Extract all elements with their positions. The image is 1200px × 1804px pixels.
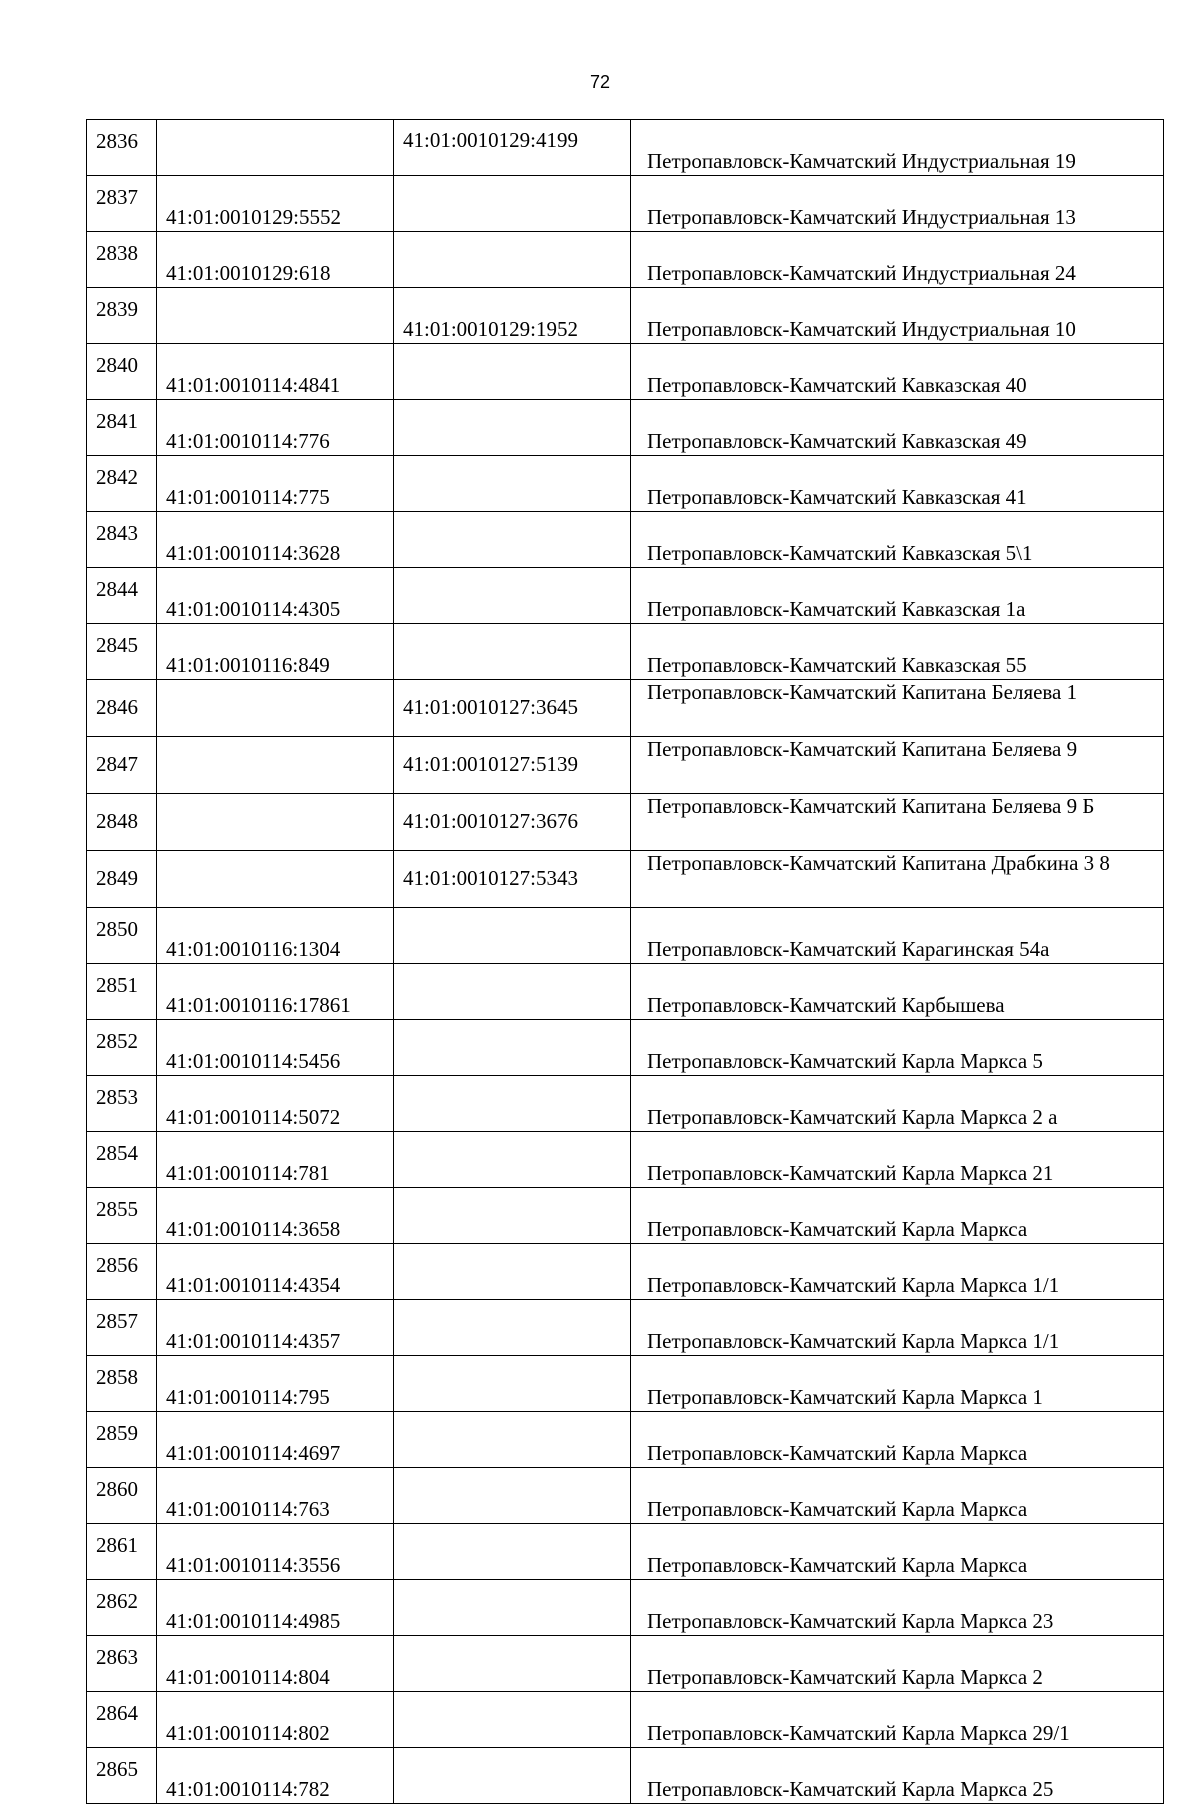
row-number-cell: 2852 (87, 1020, 157, 1076)
table-row (87, 1412, 1164, 1468)
address-text: Петропавловск-Камчатский Индустриальная 24 (647, 261, 1076, 286)
address-cell (631, 1300, 1164, 1356)
row-number-cell: 2858 (87, 1356, 157, 1412)
cadastral-number-b-cell (394, 1692, 631, 1748)
table-row (87, 400, 1164, 456)
cadastral-number-b-cell: 41:01:0010127:3645 (394, 680, 631, 737)
address-cell (631, 1132, 1164, 1188)
table-row (87, 1020, 1164, 1076)
table-row (87, 624, 1164, 680)
table-row (87, 1524, 1164, 1580)
address-cell (631, 176, 1164, 232)
table-row (87, 568, 1164, 624)
cadastral-number-a-cell: 41:01:0010114:4354 (157, 1244, 394, 1300)
row-number-cell: 2839 (87, 288, 157, 344)
address-cell (631, 120, 1164, 176)
address-text: Петропавловск-Камчатский Карла Маркса 21 (647, 1161, 1054, 1186)
cadastral-number-b-cell: 41:01:0010129:1952 (394, 288, 631, 344)
cadastral-number-b-cell (394, 1188, 631, 1244)
cadastral-number-a-cell (157, 737, 394, 794)
address-cell (631, 1356, 1164, 1412)
address-text: Петропавловск-Камчатский Карла Маркса 1/1 (647, 1329, 1060, 1354)
cadastral-number-b-cell (394, 964, 631, 1020)
table-row (87, 851, 1164, 908)
address-text: Петропавловск-Камчатский Капитана Беляева 9 (647, 737, 1078, 761)
page-number: 72 (589, 72, 611, 92)
cadastral-number-a-cell: 41:01:0010114:4841 (157, 344, 394, 400)
address-cell (631, 1188, 1164, 1244)
row-number-cell: 2840 (87, 344, 157, 400)
address-text: Петропавловск-Камчатский Индустриальная 19 (647, 149, 1076, 174)
cadastral-number-b-cell (394, 344, 631, 400)
cadastral-number-a-cell: 41:01:0010114:3658 (157, 1188, 394, 1244)
address-cell (631, 456, 1164, 512)
address-text: Петропавловск-Камчатский Карла Маркса 2 (647, 1665, 1043, 1690)
address-text: Петропавловск-Камчатский Карла Маркса (647, 1553, 1028, 1578)
table-row (87, 680, 1164, 737)
cadastral-number-b-cell (394, 1300, 631, 1356)
address-text: Петропавловск-Камчатский Кавказская 49 (647, 429, 1027, 454)
cadastral-number-a-cell: 41:01:0010114:4697 (157, 1412, 394, 1468)
cadastral-number-a-cell: 41:01:0010129:618 (157, 232, 394, 288)
table-row (87, 1188, 1164, 1244)
address-cell (631, 288, 1164, 344)
cadastral-number-a-cell: 41:01:0010116:1304 (157, 908, 394, 964)
cadastral-number-b-cell (394, 1076, 631, 1132)
address-cell (631, 1692, 1164, 1748)
cadastral-number-a-cell (157, 120, 394, 176)
table-row (87, 120, 1164, 176)
cadastral-number-a-cell (157, 288, 394, 344)
cadastral-number-b-cell (394, 1356, 631, 1412)
row-number-cell: 2853 (87, 1076, 157, 1132)
address-text: Петропавловск-Камчатский Кавказская 40 (647, 373, 1027, 398)
row-number-cell: 2836 (87, 120, 157, 176)
address-text: Петропавловск-Камчатский Карла Маркса (647, 1497, 1028, 1522)
address-cell (631, 1580, 1164, 1636)
address-cell (631, 908, 1164, 964)
cadastral-number-a-cell: 41:01:0010114:782 (157, 1748, 394, 1804)
cadastral-number-b-cell (394, 1412, 631, 1468)
cadastral-number-b-cell (394, 1580, 631, 1636)
table-row (87, 1468, 1164, 1524)
address-text: Петропавловск-Камчатский Карла Маркса 23 (647, 1609, 1054, 1634)
row-number-cell: 2861 (87, 1524, 157, 1580)
table-row (87, 176, 1164, 232)
address-cell (631, 1636, 1164, 1692)
cadastral-number-a-cell: 41:01:0010114:3556 (157, 1524, 394, 1580)
cadastral-number-b-cell (394, 908, 631, 964)
cadastral-number-b-cell (394, 568, 631, 624)
address-text: Петропавловск-Камчатский Индустриальная 13 (647, 205, 1076, 230)
address-cell (631, 232, 1164, 288)
row-number-cell: 2863 (87, 1636, 157, 1692)
row-number-cell: 2843 (87, 512, 157, 568)
registry-table (86, 119, 1164, 1804)
address-cell (631, 400, 1164, 456)
row-number-cell: 2857 (87, 1300, 157, 1356)
address-text: Петропавловск-Камчатский Карла Маркса 29/1 (647, 1721, 1070, 1746)
address-text: Петропавловск-Камчатский Карла Маркса (647, 1217, 1028, 1242)
cadastral-number-a-cell: 41:01:0010114:781 (157, 1132, 394, 1188)
cadastral-number-b-cell (394, 1636, 631, 1692)
cadastral-number-b-cell (394, 1748, 631, 1804)
cadastral-number-a-cell: 41:01:0010114:776 (157, 400, 394, 456)
table-row (87, 1244, 1164, 1300)
table-row (87, 1636, 1164, 1692)
cadastral-number-a-cell: 41:01:0010114:795 (157, 1356, 394, 1412)
address-text: Петропавловск-Камчатский Карбышева (647, 993, 1005, 1018)
cadastral-number-a-cell (157, 851, 394, 908)
cadastral-number-a-cell: 41:01:0010114:804 (157, 1636, 394, 1692)
table-row (87, 737, 1164, 794)
row-number-cell: 2844 (87, 568, 157, 624)
address-text: Петропавловск-Камчатский Карла Маркса 25 (647, 1777, 1054, 1802)
address-cell (631, 512, 1164, 568)
row-number-cell: 2850 (87, 908, 157, 964)
row-number-cell: 2854 (87, 1132, 157, 1188)
address-cell (631, 1524, 1164, 1580)
address-cell (631, 1748, 1164, 1804)
address-text: Петропавловск-Камчатский Карагинская 54а (647, 937, 1050, 962)
table-row (87, 908, 1164, 964)
cadastral-number-a-cell: 41:01:0010114:802 (157, 1692, 394, 1748)
row-number-cell: 2845 (87, 624, 157, 680)
address-cell (631, 1412, 1164, 1468)
cadastral-number-a-cell: 41:01:0010114:4357 (157, 1300, 394, 1356)
table-row (87, 1356, 1164, 1412)
row-number-cell: 2847 (87, 737, 157, 794)
address-text: Петропавловск-Камчатский Капитана Беляева 1 (647, 680, 1078, 704)
address-cell (631, 680, 1164, 737)
row-number-cell: 2842 (87, 456, 157, 512)
cadastral-number-a-cell: 41:01:0010114:775 (157, 456, 394, 512)
table-row (87, 512, 1164, 568)
row-number-cell: 2855 (87, 1188, 157, 1244)
address-text: Петропавловск-Камчатский Кавказская 1а (647, 597, 1026, 622)
row-number-cell: 2849 (87, 851, 157, 908)
address-cell (631, 1468, 1164, 1524)
address-text: Петропавловск-Камчатский Карла Маркса 5 (647, 1049, 1043, 1074)
address-text: Петропавловск-Камчатский Капитана Драбкина 3 8 (647, 851, 1110, 875)
row-number-cell: 2862 (87, 1580, 157, 1636)
row-number-cell: 2856 (87, 1244, 157, 1300)
row-number-cell: 2838 (87, 232, 157, 288)
table-row (87, 232, 1164, 288)
address-cell (631, 1076, 1164, 1132)
table-row (87, 456, 1164, 512)
row-number-cell: 2864 (87, 1692, 157, 1748)
row-number-cell: 2837 (87, 176, 157, 232)
cadastral-number-b-cell: 41:01:0010127:5139 (394, 737, 631, 794)
cadastral-number-a-cell: 41:01:0010129:5552 (157, 176, 394, 232)
row-number-cell: 2851 (87, 964, 157, 1020)
table-row (87, 344, 1164, 400)
row-number-cell: 2865 (87, 1748, 157, 1804)
address-cell (631, 344, 1164, 400)
registry-table-body (87, 120, 1164, 1804)
table-row (87, 1748, 1164, 1804)
table-row (87, 288, 1164, 344)
address-cell (631, 794, 1164, 851)
cadastral-number-b-cell (394, 1132, 631, 1188)
table-row (87, 964, 1164, 1020)
cadastral-number-a-cell: 41:01:0010114:763 (157, 1468, 394, 1524)
address-text: Петропавловск-Камчатский Карла Маркса 1 (647, 1385, 1043, 1410)
cadastral-number-a-cell: 41:01:0010114:3628 (157, 512, 394, 568)
row-number-cell: 2841 (87, 400, 157, 456)
row-number-cell: 2859 (87, 1412, 157, 1468)
cadastral-number-b-cell (394, 1244, 631, 1300)
table-row (87, 1580, 1164, 1636)
cadastral-number-a-cell (157, 680, 394, 737)
row-number-cell: 2860 (87, 1468, 157, 1524)
address-text: Петропавловск-Камчатский Карла Маркса 2 а (647, 1105, 1058, 1130)
address-text: Петропавловск-Камчатский Кавказская 41 (647, 485, 1027, 510)
cadastral-number-b-cell (394, 1020, 631, 1076)
address-text: Петропавловск-Камчатский Кавказская 55 (647, 653, 1027, 678)
table-row (87, 1132, 1164, 1188)
cadastral-number-b-cell (394, 1524, 631, 1580)
address-text: Петропавловск-Камчатский Карла Маркса 1/1 (647, 1273, 1060, 1298)
cadastral-number-b-cell (394, 624, 631, 680)
table-row (87, 1692, 1164, 1748)
cadastral-number-b-cell: 41:01:0010129:4199 (394, 120, 631, 176)
address-cell (631, 568, 1164, 624)
address-cell (631, 624, 1164, 680)
address-cell (631, 737, 1164, 794)
cadastral-number-a-cell: 41:01:0010116:17861 (157, 964, 394, 1020)
address-cell (631, 1244, 1164, 1300)
address-text: Петропавловск-Камчатский Кавказская 5\1 (647, 541, 1033, 566)
cadastral-number-a-cell: 41:01:0010114:4985 (157, 1580, 394, 1636)
address-cell (631, 964, 1164, 1020)
cadastral-number-b-cell: 41:01:0010127:3676 (394, 794, 631, 851)
cadastral-number-b-cell (394, 1468, 631, 1524)
row-number-cell: 2848 (87, 794, 157, 851)
cadastral-number-a-cell: 41:01:0010114:5072 (157, 1076, 394, 1132)
address-text: Петропавловск-Камчатский Индустриальная 10 (647, 317, 1076, 342)
cadastral-number-a-cell: 41:01:0010114:4305 (157, 568, 394, 624)
cadastral-number-b-cell (394, 512, 631, 568)
address-cell (631, 851, 1164, 908)
cadastral-number-b-cell (394, 232, 631, 288)
table-row (87, 1300, 1164, 1356)
cadastral-number-b-cell (394, 456, 631, 512)
cadastral-number-a-cell: 41:01:0010116:849 (157, 624, 394, 680)
cadastral-number-a-cell (157, 794, 394, 851)
cadastral-number-b-cell (394, 400, 631, 456)
table-row (87, 1076, 1164, 1132)
address-cell (631, 1020, 1164, 1076)
address-text: Петропавловск-Камчатский Карла Маркса (647, 1441, 1028, 1466)
address-text: Петропавловск-Камчатский Капитана Беляева 9 Б (647, 794, 1095, 818)
table-row (87, 794, 1164, 851)
cadastral-number-b-cell (394, 176, 631, 232)
cadastral-number-b-cell: 41:01:0010127:5343 (394, 851, 631, 908)
row-number-cell: 2846 (87, 680, 157, 737)
cadastral-number-a-cell: 41:01:0010114:5456 (157, 1020, 394, 1076)
